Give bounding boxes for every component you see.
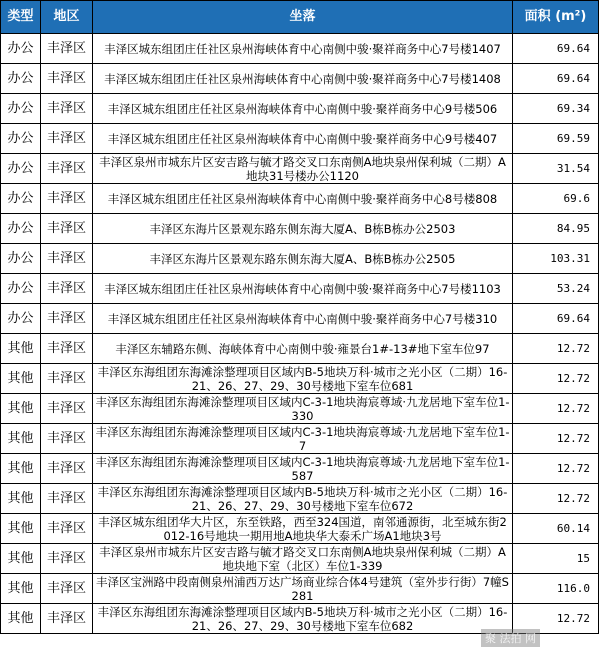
cell-region: 丰泽区 bbox=[41, 94, 93, 124]
cell-address: 丰泽区东海片区景观东路东侧东海大厦A、B栋B栋办公2505 bbox=[93, 244, 513, 274]
cell-area: 12.72 bbox=[513, 424, 599, 454]
header-region: 地区 bbox=[41, 1, 93, 34]
cell-address: 丰泽区东海片区景观东路东侧东海大厦A、B栋B栋办公2503 bbox=[93, 214, 513, 244]
cell-area: 116.0 bbox=[513, 574, 599, 604]
cell-type: 办公 bbox=[1, 34, 41, 64]
cell-type: 其他 bbox=[1, 604, 41, 634]
cell-type: 其他 bbox=[1, 364, 41, 394]
cell-address: 丰泽区泉州市城东片区安吉路与毓才路交叉口东南侧A地块泉州保利城（二期）A地块地下室（北区）车位1-339 bbox=[93, 544, 513, 574]
cell-area: 12.72 bbox=[513, 604, 599, 634]
table-row bbox=[1, 394, 599, 424]
table-row bbox=[1, 64, 599, 94]
cell-region: 丰泽区 bbox=[41, 484, 93, 514]
cell-region: 丰泽区 bbox=[41, 424, 93, 454]
cell-area: 103.31 bbox=[513, 244, 599, 274]
cell-type: 办公 bbox=[1, 94, 41, 124]
cell-type: 办公 bbox=[1, 214, 41, 244]
cell-type: 办公 bbox=[1, 244, 41, 274]
cell-address: 丰泽区城东组团庄任社区泉州海峡体育中心南侧中骏·聚祥商务中心7号楼1407 bbox=[93, 34, 513, 64]
table-row bbox=[1, 574, 599, 604]
cell-address: 丰泽区城东组团庄任社区泉州海峡体育中心南侧中骏·聚祥商务中心9号楼506 bbox=[93, 94, 513, 124]
cell-region: 丰泽区 bbox=[41, 334, 93, 364]
cell-region: 丰泽区 bbox=[41, 244, 93, 274]
table-row bbox=[1, 484, 599, 514]
cell-type: 其他 bbox=[1, 394, 41, 424]
cell-region: 丰泽区 bbox=[41, 64, 93, 94]
table-row bbox=[1, 34, 599, 64]
cell-type: 其他 bbox=[1, 574, 41, 604]
table-row bbox=[1, 184, 599, 214]
cell-address: 丰泽区城东组团庄任社区泉州海峡体育中心南侧中骏·聚祥商务中心7号楼310 bbox=[93, 304, 513, 334]
cell-region: 丰泽区 bbox=[41, 34, 93, 64]
table-row bbox=[1, 544, 599, 574]
table-row bbox=[1, 454, 599, 484]
table-row bbox=[1, 304, 599, 334]
cell-type: 其他 bbox=[1, 514, 41, 544]
table-row bbox=[1, 364, 599, 394]
cell-area: 69.64 bbox=[513, 304, 599, 334]
cell-area: 69.64 bbox=[513, 64, 599, 94]
cell-area: 12.72 bbox=[513, 364, 599, 394]
cell-type: 办公 bbox=[1, 304, 41, 334]
cell-region: 丰泽区 bbox=[41, 184, 93, 214]
cell-area: 12.72 bbox=[513, 484, 599, 514]
cell-type: 其他 bbox=[1, 484, 41, 514]
cell-area: 69.64 bbox=[513, 34, 599, 64]
cell-address: 丰泽区东海组团东海滩涂整理项目区域内C-3-1地块海宸尊域·九龙居地下室车位1-330 bbox=[93, 394, 513, 424]
cell-address: 丰泽区东海组团东海滩涂整理项目区域内B-5地块万科·城市之光小区（二期）16-21、26、27、29、30号楼地下室车位672 bbox=[93, 484, 513, 514]
table-row bbox=[1, 334, 599, 364]
cell-address: 丰泽区东海组团东海滩涂整理项目区域内B-5地块万科·城市之光小区（二期）16-21、26、27、29、30号楼地下室车位681 bbox=[93, 364, 513, 394]
cell-area: 69.34 bbox=[513, 94, 599, 124]
cell-region: 丰泽区 bbox=[41, 124, 93, 154]
cell-type: 其他 bbox=[1, 454, 41, 484]
cell-area: 53.24 bbox=[513, 274, 599, 304]
cell-region: 丰泽区 bbox=[41, 304, 93, 334]
cell-region: 丰泽区 bbox=[41, 274, 93, 304]
cell-area: 84.95 bbox=[513, 214, 599, 244]
cell-type: 办公 bbox=[1, 124, 41, 154]
table-row bbox=[1, 274, 599, 304]
cell-region: 丰泽区 bbox=[41, 454, 93, 484]
cell-address: 丰泽区城东组团庄任社区泉州海峡体育中心南侧中骏·聚祥商务中心9号楼407 bbox=[93, 124, 513, 154]
cell-type: 办公 bbox=[1, 274, 41, 304]
cell-address: 丰泽区城东组团庄任社区泉州海峡体育中心南侧中骏·聚祥商务中心7号楼1408 bbox=[93, 64, 513, 94]
table-row bbox=[1, 154, 599, 184]
cell-area: 31.54 bbox=[513, 154, 599, 184]
table-row bbox=[1, 514, 599, 544]
cell-type: 其他 bbox=[1, 334, 41, 364]
cell-area: 60.14 bbox=[513, 514, 599, 544]
cell-area: 12.72 bbox=[513, 334, 599, 364]
cell-area: 12.72 bbox=[513, 454, 599, 484]
table-row bbox=[1, 244, 599, 274]
cell-address: 丰泽区东海组团东海滩涂整理项目区域内C-3-1地块海宸尊域·九龙居地下室车位1-587 bbox=[93, 454, 513, 484]
header-area: 面积 (m²) bbox=[513, 1, 599, 34]
table-row bbox=[1, 124, 599, 154]
cell-region: 丰泽区 bbox=[41, 364, 93, 394]
cell-type: 办公 bbox=[1, 184, 41, 214]
cell-region: 丰泽区 bbox=[41, 604, 93, 634]
table-row bbox=[1, 424, 599, 454]
cell-area: 12.72 bbox=[513, 394, 599, 424]
table-row bbox=[1, 94, 599, 124]
watermark: 聚 法拍 网 bbox=[481, 629, 540, 647]
cell-area: 15 bbox=[513, 544, 599, 574]
cell-address: 丰泽区城东组团庄任社区泉州海峡体育中心南侧中骏·聚祥商务中心7号楼1103 bbox=[93, 274, 513, 304]
cell-address: 丰泽区城东组团华大片区，东至铁路，西至324国道，南邻通源街，北至城东街2012-16号地块一期用地A地块华大泰禾广场A1地块3号 bbox=[93, 514, 513, 544]
cell-address: 丰泽区东辅路东侧、海峡体育中心南侧中骏·雍景台1#-13#地下室车位97 bbox=[93, 334, 513, 364]
cell-type: 其他 bbox=[1, 424, 41, 454]
cell-area: 69.6 bbox=[513, 184, 599, 214]
cell-address: 丰泽区泉州市城东片区安吉路与毓才路交叉口东南侧A地块泉州保利城（二期）A地块31号楼办公1120 bbox=[93, 154, 513, 184]
table-header-row bbox=[1, 1, 599, 34]
header-address: 坐落 bbox=[93, 1, 513, 34]
cell-area: 69.59 bbox=[513, 124, 599, 154]
cell-type: 办公 bbox=[1, 154, 41, 184]
cell-type: 办公 bbox=[1, 64, 41, 94]
cell-address: 丰泽区宝洲路中段南侧泉州浦西万达广场商业综合体4号建筑（室外步行街）7幢S281 bbox=[93, 574, 513, 604]
cell-region: 丰泽区 bbox=[41, 514, 93, 544]
cell-region: 丰泽区 bbox=[41, 544, 93, 574]
cell-region: 丰泽区 bbox=[41, 394, 93, 424]
cell-type: 其他 bbox=[1, 544, 41, 574]
cell-address: 丰泽区东海组团东海滩涂整理项目区域内C-3-1地块海宸尊域·九龙居地下室车位1-7 bbox=[93, 424, 513, 454]
cell-region: 丰泽区 bbox=[41, 154, 93, 184]
cell-address: 丰泽区城东组团庄任社区泉州海峡体育中心南侧中骏·聚祥商务中心8号楼808 bbox=[93, 184, 513, 214]
table-row bbox=[1, 214, 599, 244]
cell-region: 丰泽区 bbox=[41, 574, 93, 604]
header-type: 类型 bbox=[1, 1, 41, 34]
table-body bbox=[1, 34, 599, 634]
cell-address: 丰泽区东海组团东海滩涂整理项目区域内B-5地块万科·城市之光小区（二期）16-21、26、27、29、30号楼地下室车位682 bbox=[93, 604, 513, 634]
cell-region: 丰泽区 bbox=[41, 214, 93, 244]
